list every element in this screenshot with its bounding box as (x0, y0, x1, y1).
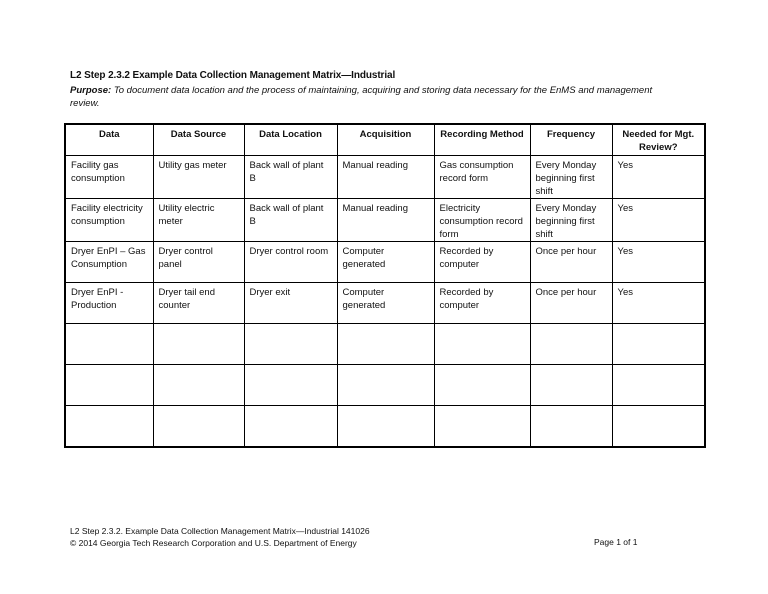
footer-line-1: L2 Step 2.3.2. Example Data Collection Management Matrix—Industrial 141026 (70, 526, 370, 536)
table-cell: Once per hour (530, 283, 612, 324)
table-cell: Recorded by computer (434, 283, 530, 324)
table-cell: Back wall of plant B (244, 199, 337, 242)
page-number: Page 1 of 1 (594, 537, 638, 547)
table-cell: Every Monday beginning first shift (530, 156, 612, 199)
table-cell (434, 406, 530, 448)
table-cell (612, 406, 705, 448)
purpose-statement (70, 84, 680, 110)
table-cell: Gas consumption record form (434, 156, 530, 199)
footer-copyright: © 2014 Georgia Tech Research Corporation and U.S. Department of Energy (70, 538, 357, 548)
table-cell (434, 365, 530, 406)
purpose-label: Purpose: (70, 85, 112, 96)
table-cell: Dryer control panel (153, 242, 244, 283)
table-cell (337, 324, 434, 365)
table-cell (65, 406, 153, 448)
table-cell: Dryer EnPI - Production (65, 283, 153, 324)
header-recording-method: Recording Method (434, 124, 530, 156)
table-row (65, 365, 705, 406)
table-cell: Yes (612, 156, 705, 199)
table-cell (244, 365, 337, 406)
data-collection-matrix (64, 123, 706, 448)
header-frequency: Frequency (530, 124, 612, 156)
table-cell (153, 406, 244, 448)
purpose-text: To document data location and the process of maintaining, acquiring and storing data necessary for the EnMS and management review. (70, 85, 653, 109)
table-row (65, 324, 705, 365)
header-mgt-review: Needed for Mgt. Review? (612, 124, 705, 156)
document-title: L2 Step 2.3.2 Example Data Collection Management Matrix—Industrial (70, 70, 396, 81)
table-cell (337, 406, 434, 448)
table-cell: Facility gas consumption (65, 156, 153, 199)
table-row (65, 242, 705, 283)
table-header-row (65, 124, 705, 156)
table-cell (65, 324, 153, 365)
table-cell: Computer generated (337, 283, 434, 324)
table-cell (244, 406, 337, 448)
table-cell: Manual reading (337, 156, 434, 199)
table-cell: Dryer control room (244, 242, 337, 283)
header-acquisition: Acquisition (337, 124, 434, 156)
table-cell: Computer generated (337, 242, 434, 283)
table-row (65, 156, 705, 199)
table-cell (244, 324, 337, 365)
table-cell: Back wall of plant B (244, 156, 337, 199)
table-cell (530, 324, 612, 365)
table-cell (65, 365, 153, 406)
table-cell (530, 406, 612, 448)
table-cell (153, 324, 244, 365)
table-cell: Facility electricity consumption (65, 199, 153, 242)
header-data-source: Data Source (153, 124, 244, 156)
table-cell: Utility electric meter (153, 199, 244, 242)
table-cell: Manual reading (337, 199, 434, 242)
table-cell: Dryer tail end counter (153, 283, 244, 324)
table-cell: Dryer EnPI – Gas Consumption (65, 242, 153, 283)
table-row (65, 283, 705, 324)
table-cell (434, 324, 530, 365)
table-cell: Recorded by computer (434, 242, 530, 283)
header-data: Data (65, 124, 153, 156)
table-cell (530, 365, 612, 406)
table-cell (612, 324, 705, 365)
table-cell: Once per hour (530, 242, 612, 283)
table-cell: Utility gas meter (153, 156, 244, 199)
table-cell: Electricity consumption record form (434, 199, 530, 242)
table-row (65, 199, 705, 242)
footer (70, 525, 370, 549)
table-cell (153, 365, 244, 406)
table-cell: Yes (612, 199, 705, 242)
header-data-location: Data Location (244, 124, 337, 156)
table-cell (337, 365, 434, 406)
table-cell: Dryer exit (244, 283, 337, 324)
table-cell: Every Monday beginning first shift (530, 199, 612, 242)
table-cell: Yes (612, 242, 705, 283)
table-cell (612, 365, 705, 406)
table-row (65, 406, 705, 448)
table-cell: Yes (612, 283, 705, 324)
